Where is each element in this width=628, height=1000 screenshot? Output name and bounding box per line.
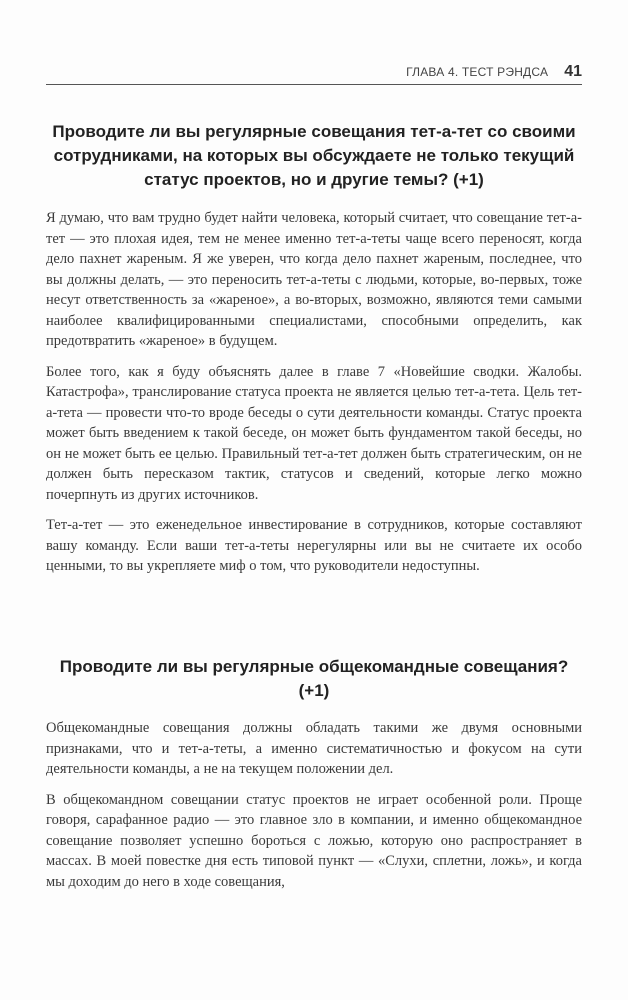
section-heading-one-on-one: Проводите ли вы регулярные совещания тет-а-тет со своими сотрудниками, на которых вы обсуждаете не только текущий статус проектов, но и другие темы? (+1) <box>52 122 576 189</box>
paragraph: Более того, как я буду объяснять далее в главе 7 «Новейшие сводки. Жалобы. Катастрофа», транслирование статуса проекта не является целью тет-а-тета. Цель тет-а-тета — провести что-то вроде беседы о сути деятельности команды. Статус проекта может быть введением к такой беседе, он может быть фундаментом такой беседы, но он не может быть ее целью. Правильный тет-а-тет должен быть стратегическим, он не должен быть пересказом тактик, статусов и сведений, которые легко можно почерпнуть из других источников. <box>46 363 582 503</box>
section-body-team-meetings <box>46 718 582 902</box>
chapter-title: ГЛАВА 4. ТЕСТ РЭНДСА <box>406 65 549 79</box>
paragraph: Общекомандные совещания должны обладать такими же двумя основными признаками, что и тет-а-теты, а именно систематичностью и фокусом на сути деятельности команды, а не на текущем положении дел. <box>46 720 582 777</box>
paragraph: В общекомандном совещании статус проектов не играет особенной роли. Проще говоря, сарафанное радио — это главное зло в компании, и именно общекомандное совещание позволяет успешно бороться с ложью, которую оно распространяет в массах. В моей повестке дня есть типовой пункт — «Слухи, сплетни, ложь», и когда мы доходим до него в ходе совещания, <box>46 791 582 890</box>
page-number: 41 <box>564 63 582 80</box>
paragraph: Я думаю, что вам трудно будет найти человека, который считает, что совещание тет-а-тет — это плохая идея, тем не менее именно тет-а-теты чаще всего переносят, когда дело пахнет жареным. Я же уверен, что когда дело пахнет жареным, последнее, что вы должны делать, — это переносить тет-а-теты с людьми, которые, во-первых, тоже несут ответственность за «жареное», а во-вторых, возможно, являются теми самыми наиболее квалифицированными специалистами, способными определить, как предотвратить «жареное» в будущем. <box>46 210 582 349</box>
section-heading-team-meetings: Проводите ли вы регулярные общекомандные совещания? (+1) <box>59 657 569 700</box>
section-body-one-on-one <box>46 208 582 587</box>
paragraph: Тет-а-тет — это еженедельное инвестирование в сотрудников, которые составляют вашу команду. Если ваши тет-а-теты нерегулярны или вы не считаете их особо ценными, то вы укрепляете миф о том, что руководители недоступны. <box>46 517 582 574</box>
running-header <box>46 60 582 85</box>
